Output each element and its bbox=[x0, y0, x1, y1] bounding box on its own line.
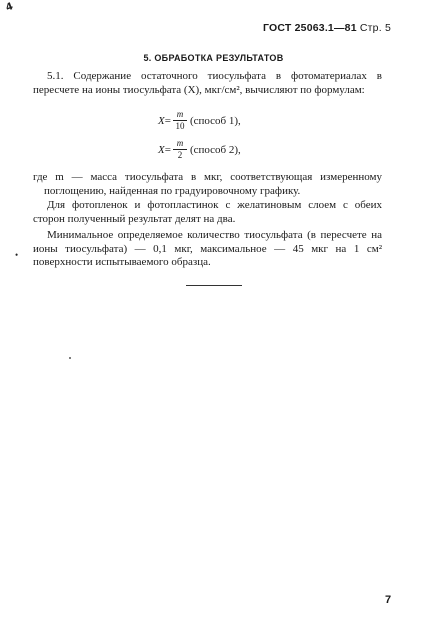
margin-dot: • bbox=[15, 250, 19, 260]
paragraph-5-1: 5.1. Содержание остаточного тиосульфата в фотоматериалах в пересчете на ионы тиосульфата (X), мкг/см², вычисляют по формулам: bbox=[33, 70, 382, 96]
formula-method-label: (способ 1), bbox=[189, 114, 241, 127]
formula-lhs: X bbox=[158, 143, 165, 156]
formula-equals: = bbox=[164, 114, 171, 127]
page-number: 7 bbox=[385, 594, 392, 606]
scan-speck bbox=[69, 357, 71, 359]
page-header bbox=[263, 22, 391, 34]
section-title: 5. ОБРАБОТКА РЕЗУЛЬТАТОВ bbox=[143, 53, 284, 63]
fraction-numerator: m bbox=[176, 138, 184, 148]
page-label: Стр. 5 bbox=[359, 22, 391, 34]
fraction-denominator: 10 bbox=[175, 121, 185, 131]
variable-definition: где m — масса тиосульфата в мкг, соответствующая измеренному поглощению, найденная по градуировочному графику. bbox=[33, 171, 382, 197]
fraction-denominator: 2 bbox=[177, 150, 183, 160]
end-rule bbox=[186, 285, 242, 286]
formula-method-label: (способ 2), bbox=[189, 143, 241, 156]
formula-method-1 bbox=[158, 110, 241, 131]
paragraph-double-sided: Для фотопленок и фотопластинок с желатиновым слоем с обеих сторон полученный результат делят на два. bbox=[33, 199, 382, 225]
formula-lhs: X bbox=[158, 114, 165, 127]
standard-number: ГОСТ 25063.1—81 bbox=[262, 22, 357, 34]
paragraph-detection-range: Минимальное определяемое количество тиосульфата (в пересчете на ионы тиосульфата) — 0,1 мкг, максимальное — 45 мкг на 1 см² поверхности испытываемого образца. bbox=[33, 229, 382, 269]
corner-mark: 4 bbox=[4, 1, 15, 14]
fraction bbox=[173, 139, 187, 160]
formula-method-2 bbox=[158, 139, 241, 160]
fraction bbox=[173, 110, 187, 131]
formula-equals: = bbox=[164, 143, 171, 156]
fraction-numerator: m bbox=[176, 109, 184, 119]
